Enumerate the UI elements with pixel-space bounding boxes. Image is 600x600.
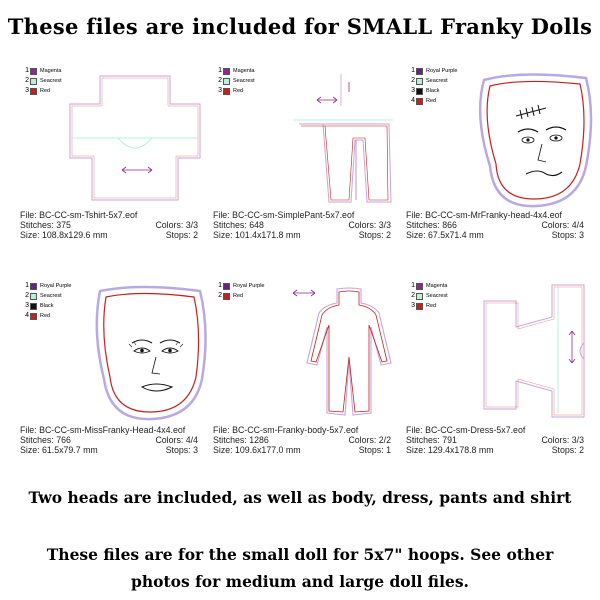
color-swatch — [416, 303, 423, 310]
file-name: File: BC-CC-sm-MrFranky-head-4x4.eof — [406, 210, 562, 220]
design-size: Size: 109.6x177.0 mm — [213, 445, 301, 455]
legend-row: 1 Royal Purple — [25, 282, 72, 289]
legend-row: 4 Red — [25, 312, 51, 319]
missfranky-head-design-preview — [60, 281, 210, 423]
design-size: Size: 67.5x71.4 mm — [406, 230, 484, 240]
stitch-count: Stitches: 1286 — [213, 435, 269, 445]
mrfranky-head-design-preview — [446, 66, 596, 208]
color-count: Colors: 3/3 — [155, 220, 198, 230]
legend-row: 3 Black — [25, 302, 54, 309]
footer-line-1: These files are for the small doll for 5x7" hoops. See other — [46, 545, 554, 564]
file-name: File: BC-CC-sm-MissFranky-Head-4x4.eof — [20, 425, 186, 435]
stop-count: Stops: 1 — [358, 445, 391, 455]
stitch-count: Stitches: 375 — [20, 220, 71, 230]
design-info — [20, 210, 198, 240]
stop-count: Stops: 2 — [165, 230, 198, 240]
legend-row: 2 Seacrest — [25, 77, 62, 84]
legend-row: 1 Magenta — [25, 67, 62, 74]
design-size: Size: 129.4x178.8 mm — [406, 445, 494, 455]
color-swatch — [30, 283, 37, 290]
color-swatch — [416, 98, 423, 105]
color-count: Colors: 3/3 — [541, 435, 584, 445]
pants-design-preview — [253, 66, 403, 208]
stitch-count: Stitches: 766 — [20, 435, 71, 445]
legend-row: 1 Magenta — [218, 67, 255, 74]
stitch-count: Stitches: 791 — [406, 435, 457, 445]
color-count: Colors: 3/3 — [348, 220, 391, 230]
legend-row: 3 Red — [218, 87, 244, 94]
design-card-franky-body — [213, 281, 399, 463]
color-swatch — [223, 293, 230, 300]
color-swatch — [30, 78, 37, 85]
included-note: Two heads are included, as well as body, dress, pants and shirt — [28, 488, 572, 507]
legend-row: 3 Black — [411, 87, 440, 94]
stitch-count: Stitches: 648 — [213, 220, 264, 230]
color-swatch — [223, 78, 230, 85]
tshirt-design-preview — [60, 66, 210, 208]
design-size: Size: 108.8x129.6 mm — [20, 230, 108, 240]
design-card-dress — [406, 281, 592, 463]
legend-row: 2 Seacrest — [25, 292, 62, 299]
color-swatch — [30, 293, 37, 300]
color-swatch — [30, 88, 37, 95]
color-swatch — [30, 303, 37, 310]
legend-row: 1 Royal Purple — [411, 67, 458, 74]
design-info — [20, 425, 198, 455]
stitch-count: Stitches: 866 — [406, 220, 457, 230]
color-count: Colors: 2/2 — [348, 435, 391, 445]
design-info — [406, 425, 584, 455]
legend-row: 3 Red — [411, 302, 437, 309]
design-card-pants — [213, 66, 399, 248]
color-swatch — [416, 283, 423, 290]
stop-count: Stops: 2 — [358, 230, 391, 240]
design-card-missfranky-head — [20, 281, 206, 463]
file-name: File: BC-CC-sm-Dress-5x7.eof — [406, 425, 526, 435]
color-swatch — [223, 68, 230, 75]
design-info — [213, 210, 391, 240]
color-count: Colors: 4/4 — [541, 220, 584, 230]
thread-legend — [215, 66, 255, 96]
design-info — [213, 425, 391, 455]
color-swatch — [416, 293, 423, 300]
legend-row: 1 Magenta — [411, 282, 448, 289]
stop-count: Stops: 3 — [551, 230, 584, 240]
file-name: File: BC-CC-sm-SimplePant-5x7.eof — [213, 210, 355, 220]
legend-row: 2 Seacrest — [411, 77, 448, 84]
color-swatch — [223, 88, 230, 95]
file-name: File: BC-CC-sm-Franky-body-5x7.eof — [213, 425, 359, 435]
stop-count: Stops: 3 — [165, 445, 198, 455]
legend-row: 2 Seacrest — [218, 77, 255, 84]
design-info — [406, 210, 584, 240]
dress-design-preview — [446, 281, 596, 423]
color-swatch — [30, 68, 37, 75]
thread-legend — [22, 66, 62, 96]
file-name: File: BC-CC-sm-Tshirt-5x7.eof — [20, 210, 138, 220]
franky-body-design-preview — [253, 281, 403, 423]
design-card-mrfranky-head — [406, 66, 592, 248]
legend-row: 3 Red — [25, 87, 51, 94]
page-title: These files are included for SMALL Franky Dolls — [7, 14, 593, 39]
design-size: Size: 61.5x79.7 mm — [20, 445, 98, 455]
legend-row: 2 Seacrest — [411, 292, 448, 299]
design-size: Size: 101.4x171.8 mm — [213, 230, 301, 240]
color-swatch — [30, 313, 37, 320]
color-swatch — [416, 78, 423, 85]
legend-row: 4 Red — [411, 97, 437, 104]
thread-legend — [408, 281, 448, 311]
legend-row: 1 Royal Purple — [218, 282, 265, 289]
stop-count: Stops: 2 — [551, 445, 584, 455]
color-swatch — [223, 283, 230, 290]
legend-row: 2 Red — [218, 292, 244, 299]
color-swatch — [416, 88, 423, 95]
design-card-tshirt — [20, 66, 206, 248]
color-swatch — [416, 68, 423, 75]
color-count: Colors: 4/4 — [155, 435, 198, 445]
footer-line-2: photos for medium and large doll files. — [131, 572, 469, 591]
